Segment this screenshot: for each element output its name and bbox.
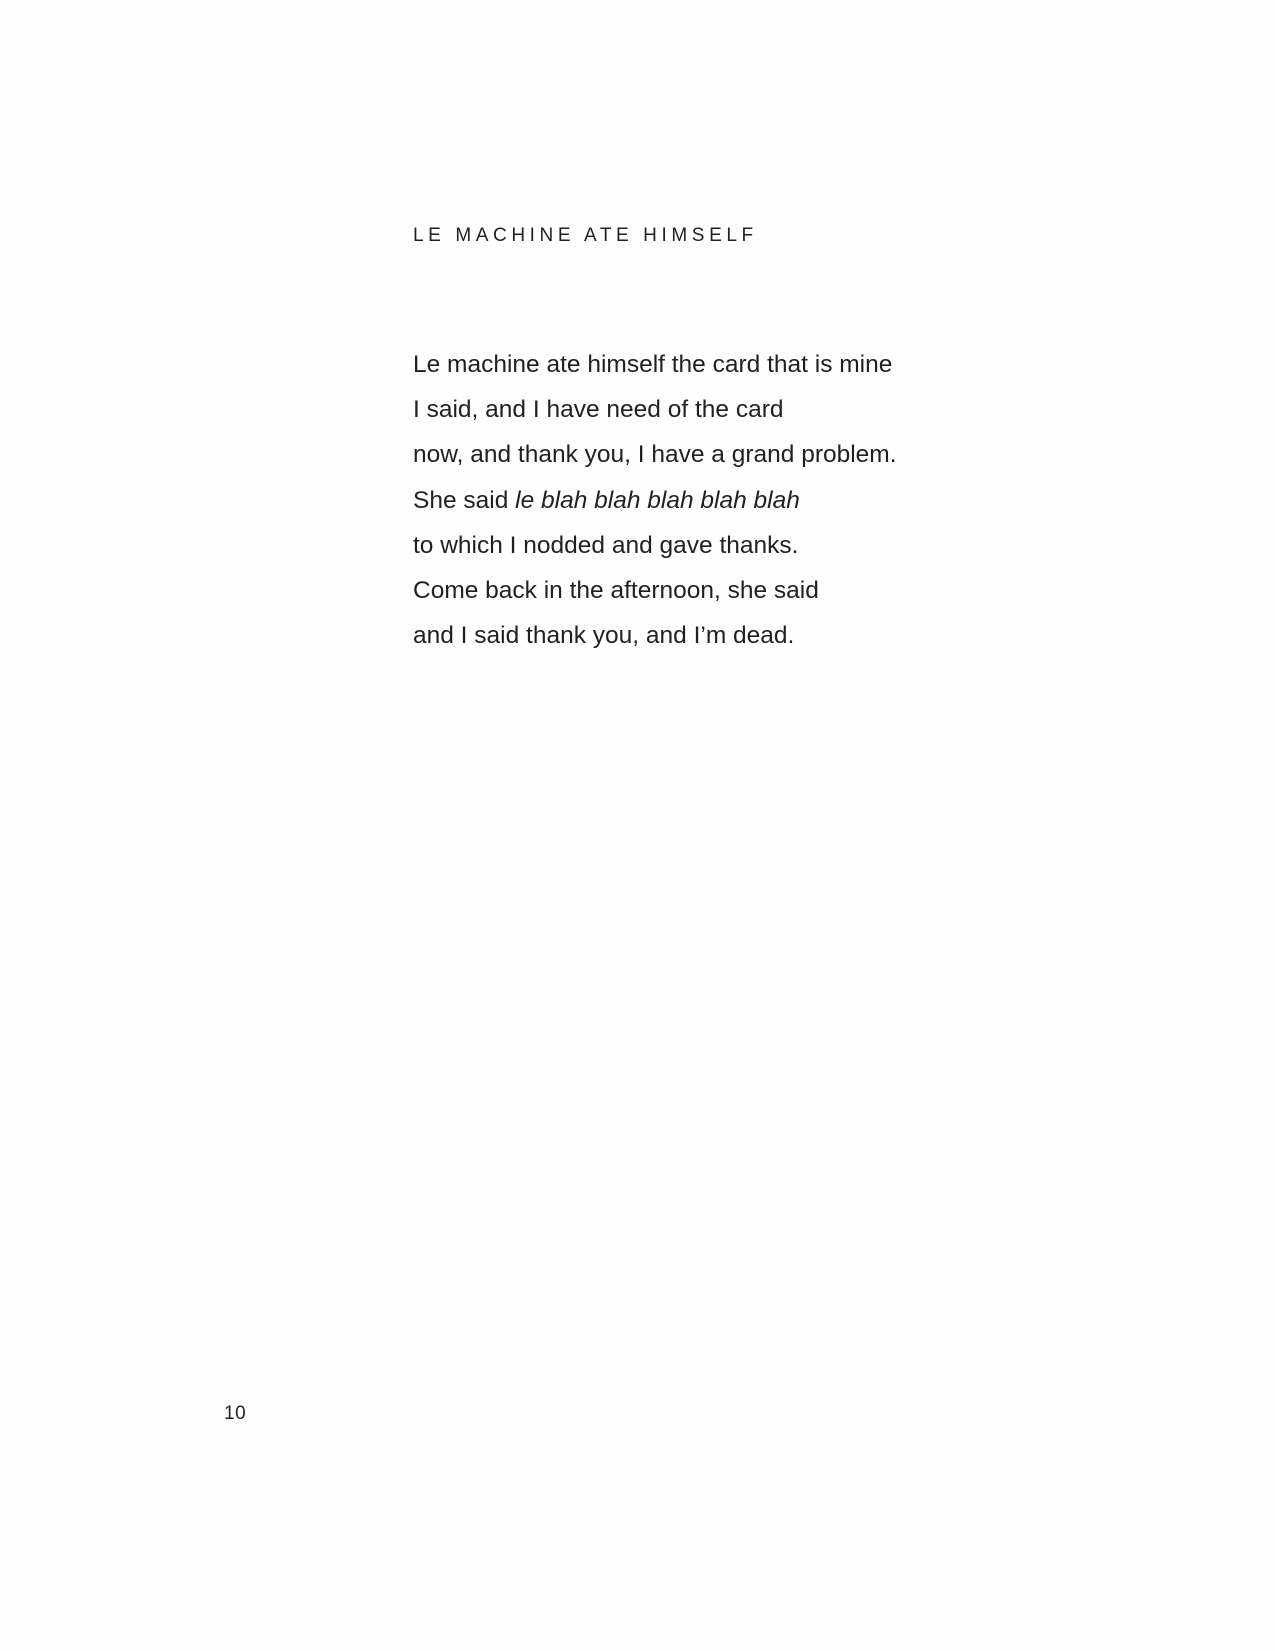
poem-line-7: and I said thank you, and I’m dead. (413, 622, 795, 650)
poem-line-4-plain: She said (413, 486, 516, 514)
poem-line-2: I said, and I have need of the card (413, 396, 784, 424)
poem-line-6: Come back in the afternoon, she said (413, 576, 819, 604)
poem-line-5: to which I nodded and gave thanks. (413, 531, 799, 559)
poem-line-3: now, and thank you, I have a grand problem. (413, 441, 897, 469)
poem-body (413, 353, 897, 669)
page-number: 10 (224, 1403, 247, 1424)
poem-line-1: Le machine ate himself the card that is mine (413, 351, 893, 378)
poem-line-4 (413, 486, 897, 534)
poem-line-4-italic: le blah blah blah blah blah (515, 486, 800, 514)
poem-title: LE MACHINE ATE HIMSELF (413, 225, 758, 246)
